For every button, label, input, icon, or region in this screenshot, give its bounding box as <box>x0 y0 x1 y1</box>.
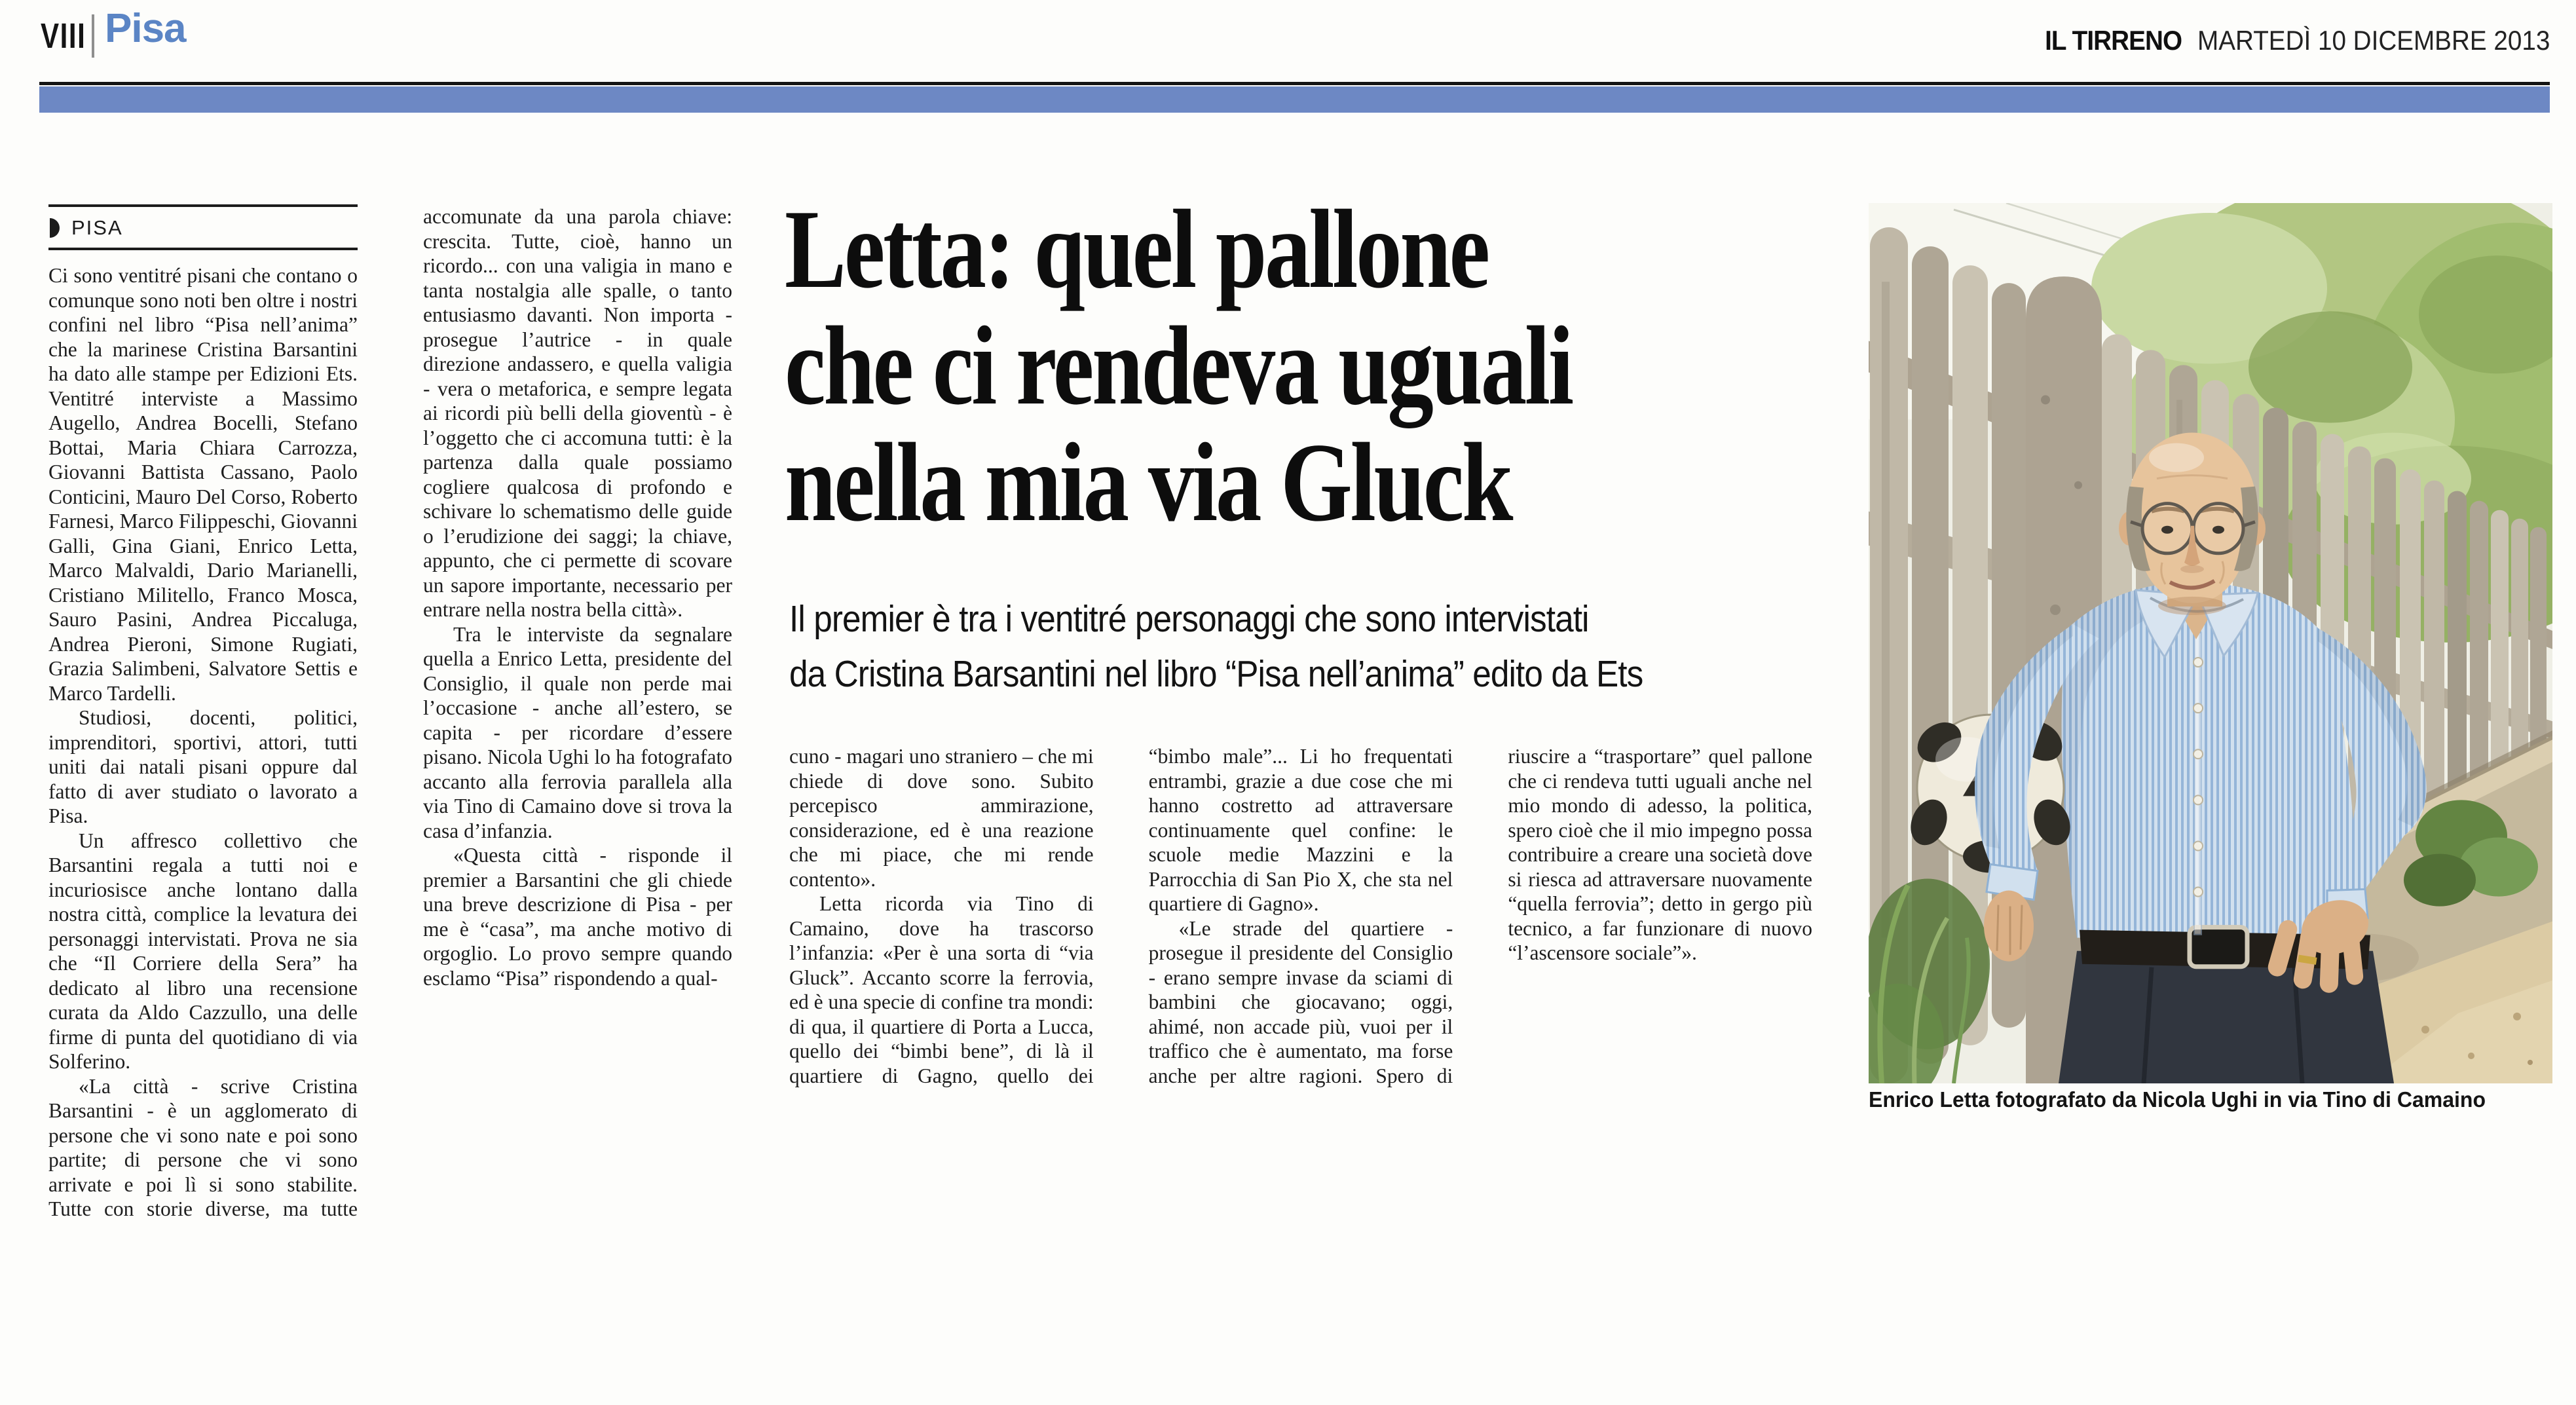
article-body-columns-1-2 <box>48 204 732 1226</box>
headline-line: Letta: quel pallone <box>785 187 1488 312</box>
kicker <box>48 204 358 250</box>
body-paragraph: Letta ricorda via Tino di Camaino, dove ha trascorso l’infanzia: «Per è una sorta di “via Gluck”. Accanto scorre la ferrovia, ed è una specie di confine tra mondi: di qua, il quartiere di Porta a Lucca, quello dei “bimbi bene”, di là il quartiere di Gagno, quello dei “bimbo male”... Li ho frequentati entrambi, grazie a due cose che mi hanno costretto ad attraversare continuamente quel confine: le scuole medie Mazzini e la Parrocchia di San Pio X, che sta nel quartiere di Gagno». <box>789 745 1453 1087</box>
section-logo: Pisa <box>105 6 186 51</box>
body-paragraph: Studiosi, docenti, politici, imprenditori, sportivi, attori, tutti uniti dai natali pisani oppure dal fatto di aver studiato o lavorato a Pisa. <box>48 706 358 827</box>
headline-line: che ci rendeva uguali <box>785 304 1572 428</box>
body-paragraph: Tra le interviste da segnalare quella a Enrico Letta, presidente del Consiglio, il quale non perde mai l’occasione - anche all’estero, se capita - per ricordare d’essere pisano. Nicola Ughi lo ha fotografato accanto alla ferrovia parallela alla via Tino di Camaino dove si trova la casa d’infanzia. <box>423 622 732 842</box>
section-color-bar <box>39 86 2550 113</box>
subhead-line: da Cristina Barsantini nel libro “Pisa nell’anima” edito da Ets <box>789 653 1643 695</box>
kicker-bullet-icon <box>50 218 60 238</box>
photo-caption: Enrico Letta fotografato da Nicola Ughi in via Tino di Camaino <box>1869 1087 2486 1112</box>
body-paragraph: cuno - magari uno straniero – che mi chiede di dove sono. Subito percepisco ammirazione, considerazione, ed è una reazione che mi piace, che mi rende contento». <box>789 745 1094 891</box>
photo-enrico-letta <box>1869 203 2552 1083</box>
body-paragraph: «Le strade del quartiere - prosegue il presidente del Consiglio - erano sempre invase da sciami di bambini che giocavano; oggi, ahimé, non accade più, vuoi per il traffico che è aumentato, ma forse anche per altre ragioni. Spero di riuscire a “trasportare” quel pallone che ci rendeva tutti uguali anche nel mio mondo di adesso, la politica, spero cioè che il mio impegno possa contribuire a creare una società dove si riesca ad attraversare nuovamente “quella ferrovia”; detto in gergo più tecnico, a far funzionare di nuovo “l’ascensore sociale”». <box>1148 745 1812 1087</box>
body-paragraph: «Questa città - risponde il premier a Barsantini che gli chiede una breve descrizione di Pisa - per me è “casa”, ma anche motivo di orgoglio. Lo provo sempre quando esclamo “Pisa” rispondendo a qual- <box>423 844 732 990</box>
header-right <box>2045 25 2550 56</box>
kicker-label: PISA <box>71 216 123 239</box>
page-number: VIII <box>41 16 86 56</box>
subhead-line: Il premier è tra i ventitré personaggi che sono intervistati <box>789 598 1589 640</box>
issue-date: MARTEDÌ 10 DICEMBRE 2013 <box>2197 25 2550 56</box>
masthead: IL TIRRENO <box>2044 25 2182 56</box>
headline-line: nella mia via Gluck <box>785 421 1512 545</box>
headline <box>785 187 1898 545</box>
header-divider <box>92 14 94 58</box>
body-paragraph: «La città - scrive Cristina Barsantini - è un agglomerato di persone che vi sono nate e poi sono partite; di persone che vi sono arrivate e poi lì si sono stabilite. Tutte con storie diverse, ma tutte accomunate da una parola chiave: crescita. Tutte, cioè, hanno un ricordo... con una valigia in mano e tanta nostalgia alle spalle, o tanto entusiasmo davanti. Non importa - prosegue l’autrice - in quale direzione andassero, e quella valigia - vera o metaforica, e sempre legata ai ricordi più belli della gioventù - è l’oggetto che ci accomuna tutti: è la partenza dalla quale possiamo cogliere qualcosa di profondo e schivare lo schematismo delle guide o l’erudizione dei saggi; la chiave, appunto, che ci permette di scovare un sapore importante, necessario per entrare nella nostra bella città». <box>48 205 732 1220</box>
article-body-columns-3-5 <box>789 744 1812 1112</box>
body-paragraph: Un affresco collettivo che Barsantini regala a tutti noi e incuriosisce anche lontano dalla nostra città, complice la levatura dei personaggi intervistati. Prova ne sia che “Il Corriere della Sera” ha dedicato al libro una recensione curata da Aldo Cazzullo, una delle firme di punta del quotidiano di via Solferino. <box>48 829 358 1073</box>
subhead <box>789 591 1738 702</box>
header-rule <box>39 82 2550 85</box>
body-paragraph: Ci sono ventitré pisani che contano o comunque sono noti ben oltre i nostri confini nel libro “Pisa nell’anima” che la marinese Cristina Barsantini ha dato alle stampe per Edizioni Ets. Ventitré interviste a Massimo Augello, Andrea Bocelli, Stefano Bottai, Maria Chiara Carrozza, Giovanni Battista Cassano, Paolo Conticini, Mauro Del Corso, Roberto Farnesi, Marco Filippeschi, Giovanni Galli, Gina Giani, Enrico Letta, Marco Malvaldi, Dario Marianelli, Cristiano Militello, Franco Mosca, Sauro Pasini, Andrea Piccaluga, Andrea Pieroni, Simone Rugiati, Grazia Salimbeni, Salvatore Settis e Marco Tardelli. <box>48 264 358 705</box>
photo-illustration <box>1869 203 2552 1083</box>
